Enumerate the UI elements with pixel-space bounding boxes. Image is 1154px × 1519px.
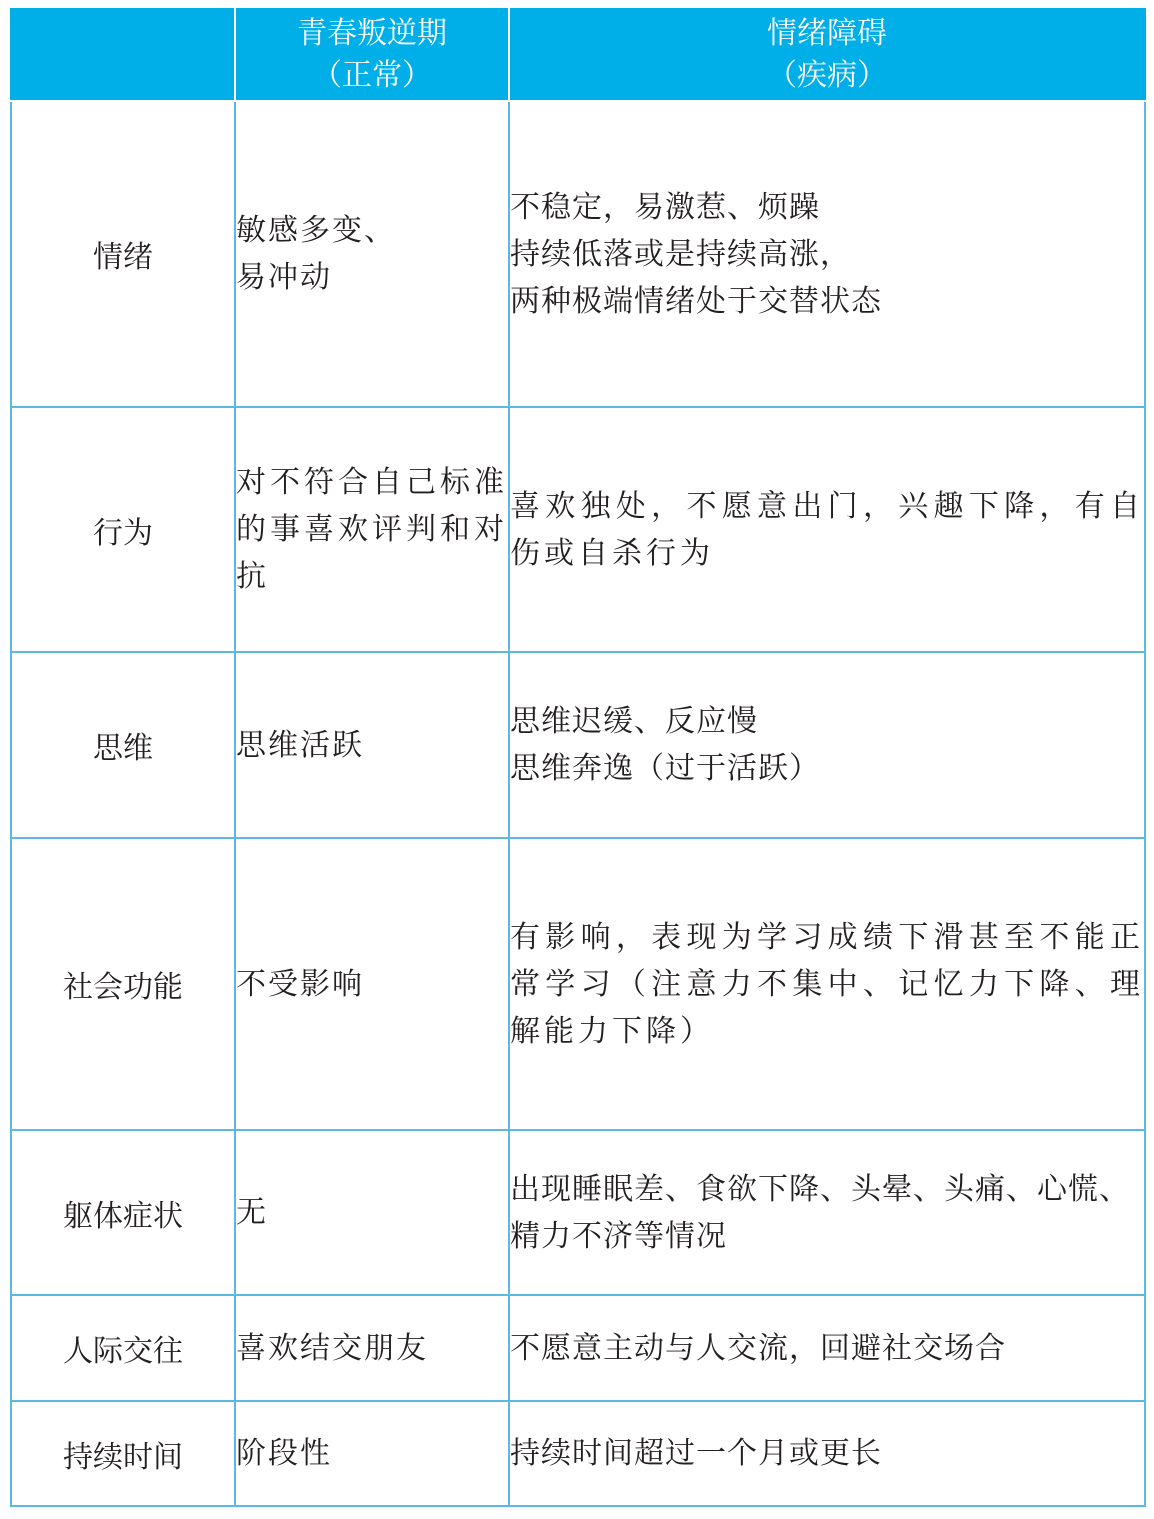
disorder-cell: 喜欢独处，不愿意出门，兴趣下降，有自伤或自杀行为 [509,407,1145,652]
cell-line: 思维活跃 [236,727,364,763]
cell-line: 不稳定，易激惹、烦躁 [510,189,820,225]
table-row [11,1401,1145,1506]
row-label: 躯体症状 [11,1130,235,1295]
normal-cell [235,1130,509,1295]
header-disorder-subtitle: （疾病） [767,58,887,93]
row-label: 情绪 [11,101,235,407]
cell-line: 两种极端情绪处于交替状态 [510,283,882,319]
table-row [11,652,1145,838]
normal-cell [235,838,509,1130]
disorder-cell: 出现睡眠差、食欲下降、头晕、头痛、心慌、精力不济等情况 [509,1130,1145,1295]
normal-cell [235,101,509,407]
header-normal-subtitle: （正常） [312,58,432,93]
table-header-row [11,9,1145,101]
table-row [11,1130,1145,1295]
normal-cell [235,1295,509,1401]
cell-line: 不受影响 [236,966,364,1002]
cell-line: 不愿意主动与人交流，回避社交场合 [510,1330,1006,1366]
cell-line: 阶段性 [236,1436,332,1471]
cell-line: 无 [236,1195,268,1230]
cell-line: 持续时间超过一个月或更长 [510,1436,882,1471]
row-label: 思维 [11,652,235,838]
cell-line: 思维迟缓、反应慢 [510,704,758,739]
cell-line: 敏感多变、 [236,213,396,248]
normal-cell: 对不符合自己标准的事喜欢评判和对抗 [235,407,509,652]
header-corner-cell [11,9,235,101]
disorder-cell [509,1295,1145,1401]
table-row [11,838,1145,1130]
disorder-cell [509,652,1145,838]
normal-cell [235,652,509,838]
normal-cell [235,1401,509,1506]
row-label: 人际交往 [11,1295,235,1401]
table-row [11,407,1145,652]
comparison-table-container [10,8,1146,1507]
row-label: 持续时间 [11,1401,235,1506]
table-row [11,101,1145,407]
row-label: 社会功能 [11,838,235,1130]
header-normal-cell [235,9,509,101]
cell-line: 思维奔逸（过于活跃） [510,751,820,786]
header-normal-title: 青春叛逆期 [297,16,447,51]
row-label: 行为 [11,407,235,652]
cell-line: 持续低落或是持续高涨， [510,236,851,272]
comparison-table [10,8,1146,1507]
cell-line: 易冲动 [236,260,332,295]
header-disorder-title: 情绪障碍 [767,16,887,51]
disorder-cell: 有影响，表现为学习成绩下滑甚至不能正常学习（注意力不集中、记忆力下降、理解能力下降） [509,838,1145,1130]
header-disorder-cell [509,9,1145,101]
disorder-cell [509,101,1145,407]
disorder-cell [509,1401,1145,1506]
table-row [11,1295,1145,1401]
cell-line: 喜欢结交朋友 [236,1330,428,1366]
